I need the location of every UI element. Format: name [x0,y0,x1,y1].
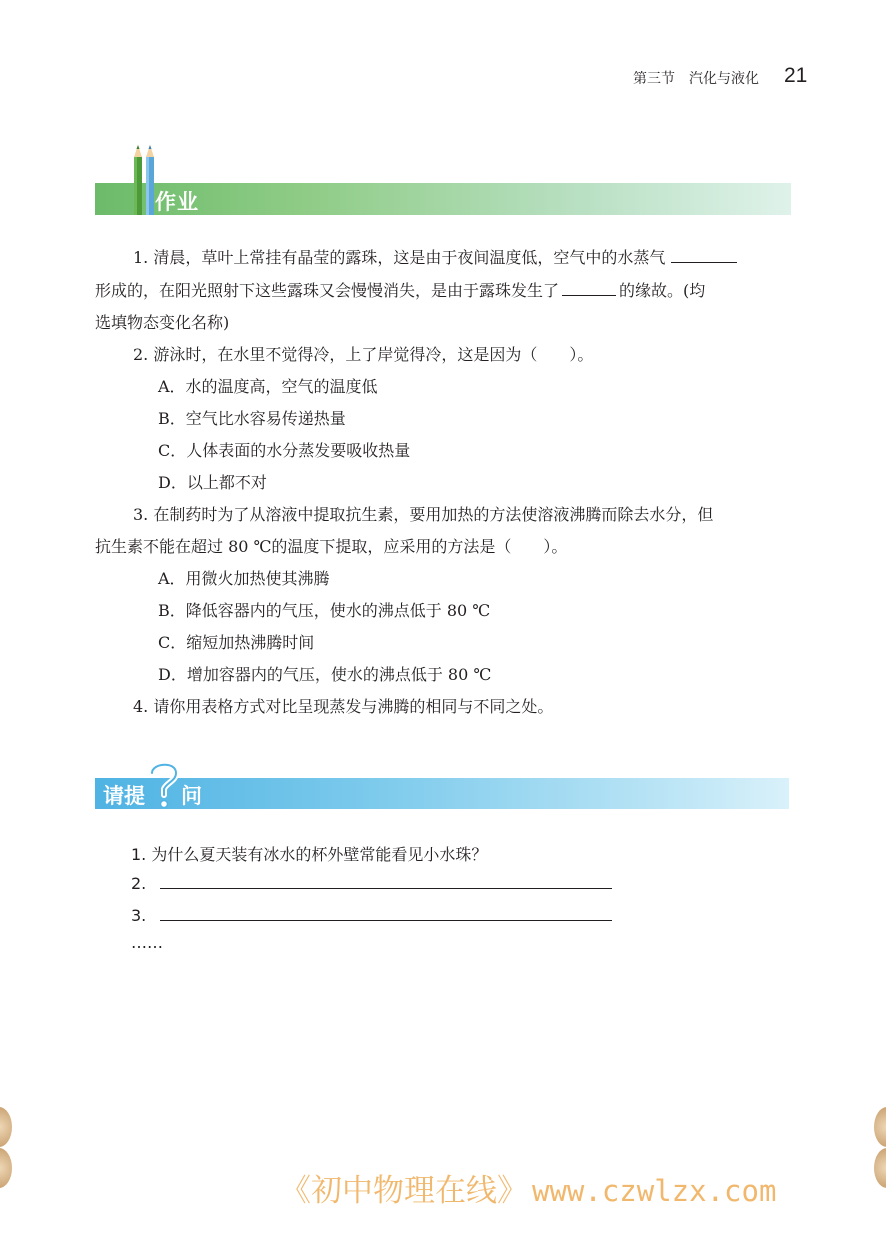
watermark [280,1165,776,1210]
ask-item-1: 1. 为什么夏天装有冰水的杯外壁常能看见小水珠？ [131,845,488,864]
watermark-url: www.czwlzx.com [532,1174,777,1208]
ask-title-part1: 请提 [103,784,145,808]
q3-option-b: B．降低容器内的气压，使水的沸点低于 80 ℃ [158,601,491,620]
answer-blank [562,281,616,296]
page-number: 21 [784,64,808,87]
q2-option-d: D．以上都不对 [158,473,267,492]
answer-blank [671,248,737,263]
question-mark-icon [146,759,182,811]
q2-option-b: B．空气比水容易传递热量 [158,409,346,428]
q1-text-1: 1. 清晨，草叶上常挂有晶莹的露珠，这是由于夜间温度低，空气中的水蒸气 [133,248,666,267]
q3-line-2: 抗生素不能在超过 80 ℃的温度下提取，应采用的方法是（ ）。 [95,537,568,556]
left-edge-tab-top [0,1107,12,1147]
q1-line-1 [133,248,737,268]
ask-item-2-blank[interactable] [160,888,612,889]
q1-text-2a: 形成的，在阳光照射下这些露珠又会慢慢消失，是由于露珠发生了 [95,281,560,300]
homework-banner [95,183,791,215]
q1-text-2b: 的缘故。(均 [619,281,706,300]
q1-line-2 [95,281,705,301]
q3-option-c: C．缩短加热沸腾时间 [158,633,315,652]
q1-line-3: 选填物态变化名称) [95,313,230,332]
ask-item-3-label: 3. [131,906,147,925]
left-edge-tab-bottom [0,1148,12,1188]
q3-line-1: 3. 在制药时为了从溶液中提取抗生素，要用加热的方法使溶液沸腾而除去水分，但 [133,505,714,524]
q2-option-a: A．水的温度高，空气的温度低 [158,377,378,396]
ask-ellipsis: …… [131,933,163,952]
q3-option-a: A．用微火加热使其沸腾 [158,569,330,588]
ask-item-2-label: 2. [131,874,147,893]
watermark-brand: 《初中物理在线》 [280,1173,528,1209]
homework-title: 作业 [155,190,199,214]
q2-option-c: C．人体表面的水分蒸发要吸收热量 [158,441,411,460]
q3-option-d: D．增加容器内的气压，使水的沸点低于 80 ℃ [158,665,492,684]
question-4: 4. 请你用表格方式对比呈现蒸发与沸腾的相同与不同之处。 [133,697,554,716]
right-edge-tab-top [874,1107,886,1147]
section-title: 第三节 汽化与液化 [633,71,759,87]
q2-stem: 2. 游泳时，在水里不觉得冷，上了岸觉得冷，这是因为（ ）。 [133,345,594,364]
ask-title-part2: 问 [181,784,202,808]
right-edge-tab-bottom [874,1148,886,1188]
ask-item-3-blank[interactable] [160,920,612,921]
